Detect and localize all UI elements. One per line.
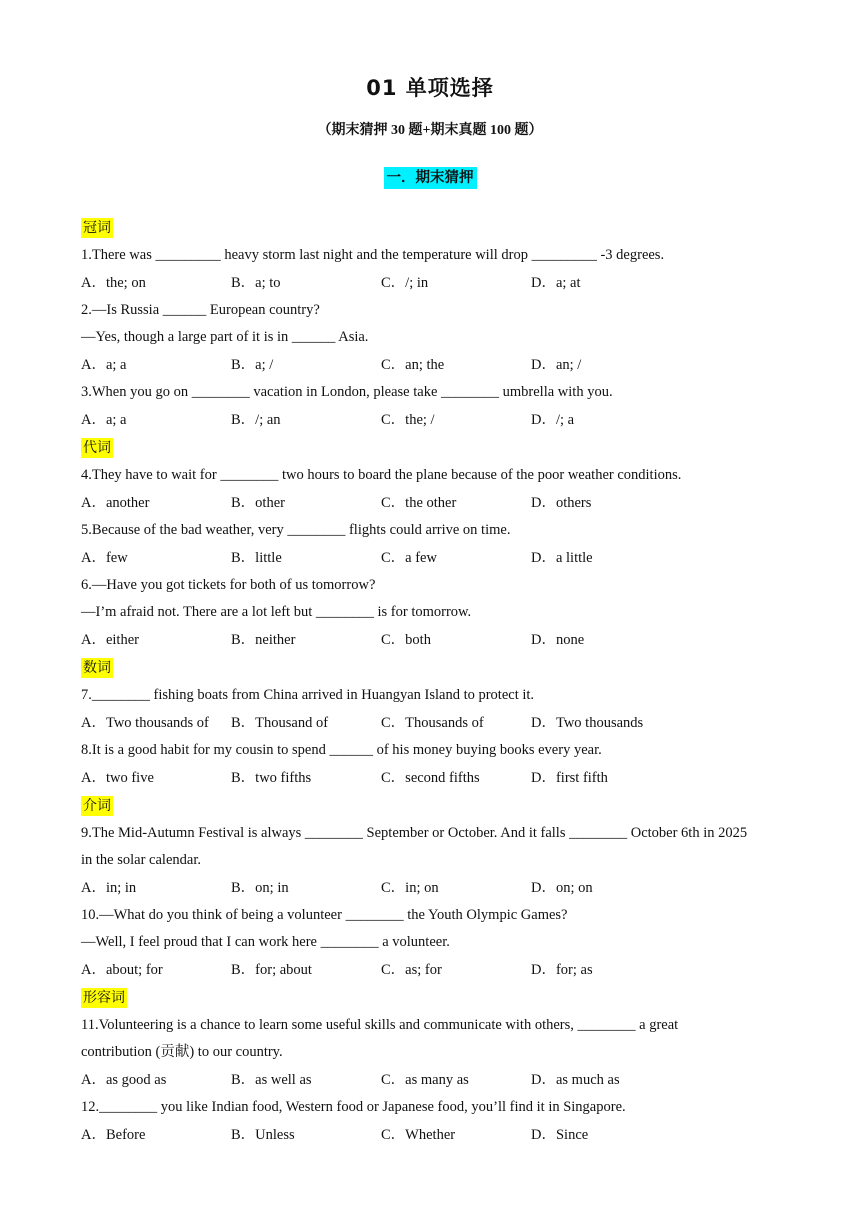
answer-option: D．on; on: [531, 880, 593, 896]
category-row: [81, 214, 781, 242]
option-row: [81, 351, 781, 379]
answer-option: D．for; as: [531, 962, 593, 978]
answer-option: D．/; a: [531, 412, 575, 428]
category-label: 冠词: [83, 220, 111, 236]
category-label: 代词: [83, 440, 111, 456]
answer-option: A．a; a: [81, 412, 127, 428]
page-subtitle: （期末猜押 30 题+期末真题 100 题）: [317, 123, 543, 138]
question-text: —I’m afraid not. There are a lot left but ________ is for tomorrow.: [81, 604, 472, 620]
answer-option: C．the; /: [381, 412, 435, 428]
option-row: [81, 544, 781, 572]
category-row: [81, 654, 781, 682]
answer-option: C．/; in: [381, 275, 429, 291]
answer-option: C．both: [381, 632, 431, 648]
question-item: [81, 737, 781, 792]
question-item: [81, 902, 781, 984]
question-text: in the solar calendar.: [81, 852, 201, 868]
question-text: 10.—What do you think of being a volunteer ________ the Youth Olympic Games?: [81, 907, 568, 923]
answer-option: D．Since: [531, 1127, 589, 1143]
question-item: [81, 682, 781, 737]
answer-option: C．Whether: [381, 1127, 456, 1143]
question-item: [81, 242, 781, 297]
question-list: [81, 214, 781, 1149]
answer-option: B．on; in: [231, 880, 289, 896]
question-item: [81, 1012, 781, 1094]
question-text: —Yes, though a large part of it is in ______ Asia.: [81, 329, 369, 345]
answer-option: B．little: [231, 550, 282, 566]
option-row: [81, 489, 781, 517]
answer-option: D．first fifth: [531, 770, 608, 786]
answer-option: B．a; to: [231, 275, 281, 291]
question-text: 9.The Mid-Autumn Festival is always ________ September or October. And it falls ________ October 6th in 2025: [81, 825, 748, 841]
answer-option: D．Two thousands: [531, 715, 644, 731]
answer-option: D．none: [531, 632, 585, 648]
question-text: 1.There was _________ heavy storm last night and the temperature will drop _________ -3 degrees.: [81, 247, 665, 263]
part-heading: 一．期末猜押: [384, 167, 477, 189]
category-row: [81, 984, 781, 1012]
answer-option: D．as much as: [531, 1072, 620, 1088]
answer-option: D．others: [531, 495, 592, 511]
category-row: [81, 434, 781, 462]
question-item: [81, 572, 781, 654]
answer-option: A．as good as: [81, 1072, 167, 1088]
question-text: contribution (贡献) to our country.: [81, 1044, 283, 1060]
answer-option: A．Before: [81, 1127, 146, 1143]
answer-option: A．either: [81, 632, 139, 648]
option-row: [81, 1121, 781, 1149]
answer-option: D．a little: [531, 550, 593, 566]
category-row: [81, 792, 781, 820]
question-text: 2.—Is Russia ______ European country?: [81, 302, 320, 318]
question-text: —Well, I feel proud that I can work here ________ a volunteer.: [81, 934, 450, 950]
answer-option: B．Thousand of: [231, 715, 329, 731]
option-row: [81, 269, 781, 297]
answer-option: B．as well as: [231, 1072, 312, 1088]
answer-option: C．in; on: [381, 880, 439, 896]
answer-option: C．as; for: [381, 962, 442, 978]
answer-option: B．Unless: [231, 1127, 295, 1143]
page-title: 01 单项选择: [366, 76, 494, 100]
option-row: [81, 406, 781, 434]
answer-option: A．a; a: [81, 357, 127, 373]
question-text: 11.Volunteering is a chance to learn some useful skills and communicate with others, ________ a great: [81, 1017, 679, 1033]
option-row: [81, 956, 781, 984]
part-heading-wrap: [0, 167, 860, 189]
category-label: 形容词: [83, 990, 125, 1006]
question-text: 4.They have to wait for ________ two hours to board the plane because of the poor weather conditions.: [81, 467, 682, 483]
answer-option: A．the; on: [81, 275, 146, 291]
question-item: [81, 1094, 781, 1149]
question-text: 6.—Have you got tickets for both of us tomorrow?: [81, 577, 376, 593]
answer-option: A．Two thousands of: [81, 715, 209, 731]
question-item: [81, 297, 781, 379]
answer-option: A．in; in: [81, 880, 137, 896]
answer-option: B．two fifths: [231, 770, 312, 786]
question-item: [81, 379, 781, 434]
answer-option: A．another: [81, 495, 150, 511]
option-row: [81, 626, 781, 654]
category-label: 数词: [83, 660, 111, 676]
answer-option: A．about; for: [81, 962, 163, 978]
answer-option: C．Thousands of: [381, 715, 484, 731]
answer-option: B．/; an: [231, 412, 281, 428]
question-item: [81, 517, 781, 572]
option-row: [81, 874, 781, 902]
answer-option: C．as many as: [381, 1072, 469, 1088]
question-text: 5.Because of the bad weather, very ________ flights could arrive on time.: [81, 522, 511, 538]
option-row: [81, 1066, 781, 1094]
question-item: [81, 820, 781, 902]
answer-option: B．for; about: [231, 962, 312, 978]
answer-option: B．other: [231, 495, 285, 511]
answer-option: A．two five: [81, 770, 154, 786]
answer-option: C．an; the: [381, 357, 445, 373]
answer-option: B．a; /: [231, 357, 274, 373]
answer-option: D．a; at: [531, 275, 581, 291]
question-item: [81, 462, 781, 517]
question-text: 12.________ you like Indian food, Western food or Japanese food, you’ll find it in Singapore.: [81, 1099, 626, 1115]
question-text: 3.When you go on ________ vacation in London, please take ________ umbrella with you.: [81, 384, 613, 400]
question-text: 7.________ fishing boats from China arrived in Huangyan Island to protect it.: [81, 687, 535, 703]
question-text: 8.It is a good habit for my cousin to spend ______ of his money buying books every year.: [81, 742, 602, 758]
answer-option: C．a few: [381, 550, 437, 566]
answer-option: D．an; /: [531, 357, 582, 373]
answer-option: C．second fifths: [381, 770, 480, 786]
option-row: [81, 764, 781, 792]
option-row: [81, 709, 781, 737]
answer-option: A．few: [81, 550, 128, 566]
answer-option: C．the other: [381, 495, 457, 511]
category-label: 介词: [83, 798, 111, 814]
answer-option: B．neither: [231, 632, 296, 648]
